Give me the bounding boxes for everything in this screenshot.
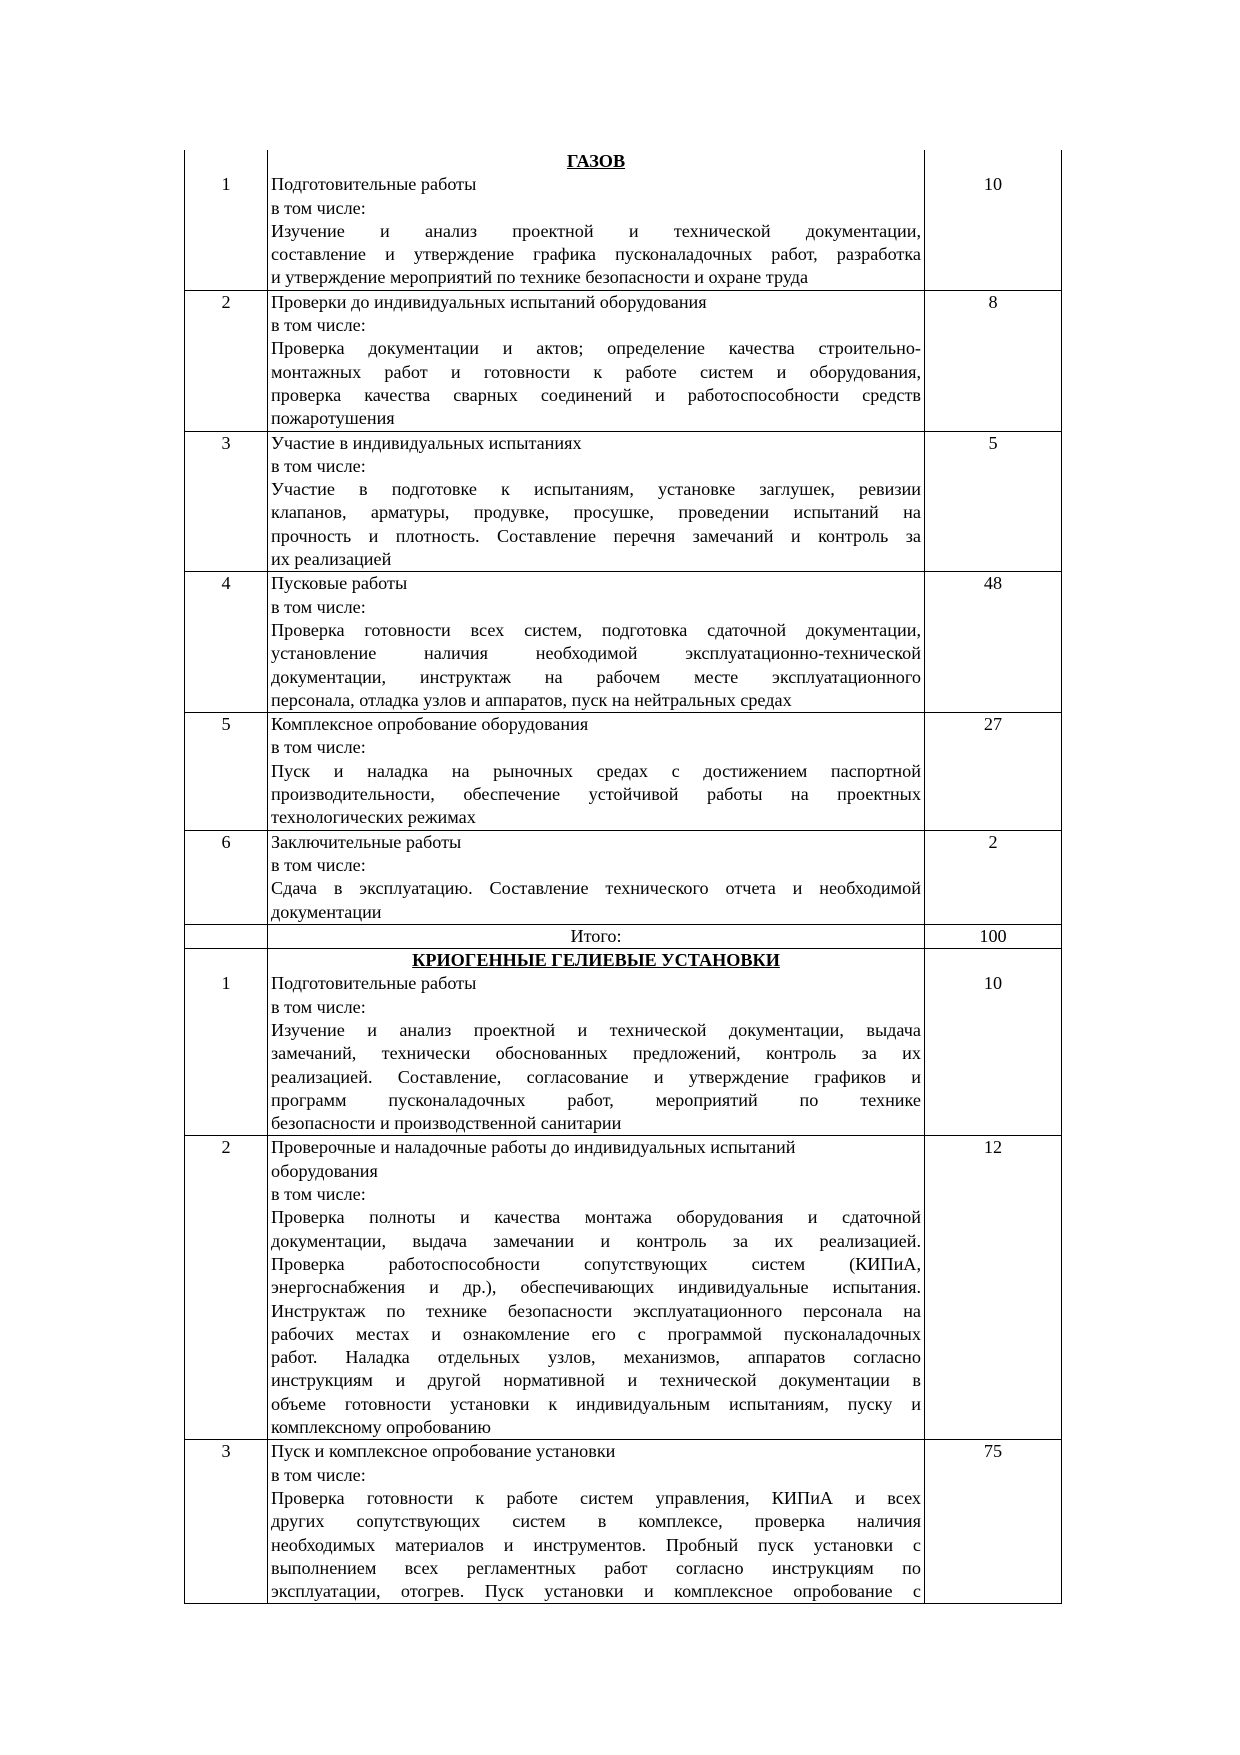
row-subtitle: в том числе: xyxy=(271,1184,366,1205)
table-row xyxy=(185,1136,1062,1440)
table-row xyxy=(185,290,1062,431)
row-detail-line: монтажных работ и готовности к работе систем и оборудования, xyxy=(271,361,921,382)
row-value: 75 xyxy=(925,1440,1062,1604)
row-detail-line: Пуск и наладка на рыночных средах с достижением паспортной xyxy=(271,760,921,781)
row-subtitle: в том числе: xyxy=(271,854,366,875)
row-detail-line: Изучение и анализ проектной и технической документации, выдача xyxy=(271,1019,921,1040)
table-row xyxy=(185,1440,1062,1604)
row-number: 1 xyxy=(185,173,268,290)
row-title: оборудования xyxy=(271,1160,378,1181)
row-detail-line: Инструктаж по технике безопасности эксплуатационного персонала на xyxy=(271,1300,921,1321)
row-detail-line: других сопутствующих систем в комплексе, проверка наличия xyxy=(271,1511,921,1532)
table-row xyxy=(185,431,1062,572)
row-description xyxy=(268,572,925,713)
row-title: Участие в индивидуальных испытаниях xyxy=(271,432,582,453)
row-detail-line: Сдача в эксплуатацию. Составление технического отчета и необходимой xyxy=(271,878,921,899)
row-detail-line: Участие в подготовке к испытаниям, установке заглушек, ревизии xyxy=(271,479,921,500)
row-subtitle: в том числе: xyxy=(271,737,366,758)
total-label: Итого: xyxy=(268,924,925,948)
row-detail-line: прочность и плотность. Составление перечня замечаний и контроль за xyxy=(271,525,921,546)
row-value: 2 xyxy=(925,830,1062,924)
row-value: 10 xyxy=(925,972,1062,1136)
row-subtitle: в том числе: xyxy=(271,996,366,1017)
row-detail-line: их реализацией xyxy=(271,549,392,570)
row-title: Комплексное опробование оборудования xyxy=(271,714,589,735)
row-title: Подготовительные работы xyxy=(271,973,477,994)
row-value: 5 xyxy=(925,431,1062,572)
section-header-num-cell xyxy=(185,949,268,973)
row-detail-line: необходимых материалов и инструментов. Пробный пуск установки с xyxy=(271,1534,921,1555)
row-description xyxy=(268,830,925,924)
row-subtitle: в том числе: xyxy=(271,197,366,218)
row-detail-line: документации xyxy=(271,901,382,922)
row-subtitle: в том числе: xyxy=(271,315,366,336)
row-number: 1 xyxy=(185,972,268,1136)
total-value: 100 xyxy=(925,924,1062,948)
row-detail-line: реализацией. Составление, согласование и утверждение графиков и xyxy=(271,1066,921,1087)
row-detail-line: документации, инструктаж на рабочем месте эксплуатационного xyxy=(271,666,921,687)
works-table xyxy=(184,150,1062,1604)
row-value: 10 xyxy=(925,173,1062,290)
row-description xyxy=(268,173,925,290)
section-header-row xyxy=(185,150,1062,173)
row-detail-line: Проверка документации и актов; определение качества строительно- xyxy=(271,338,921,359)
row-detail-line: безопасности и производственной санитарии xyxy=(271,1113,622,1134)
row-detail-line: Проверка полноты и качества монтажа оборудования и сдаточной xyxy=(271,1207,921,1228)
row-title: Пусковые работы xyxy=(271,573,408,594)
row-detail-line: Проверка работоспособности сопутствующих систем (КИПиА, xyxy=(271,1253,921,1274)
row-detail-line: объеме готовности установки к индивидуальным испытаниям, пуску и xyxy=(271,1393,921,1414)
section-title: КРИОГЕННЫЕ ГЕЛИЕВЫЕ УСТАНОВКИ xyxy=(268,949,925,973)
row-detail-line: Проверка готовности к работе систем управления, КИПиА и всех xyxy=(271,1487,921,1508)
row-description xyxy=(268,972,925,1136)
row-detail-line: замечаний, технически обоснованных предложений, контроль за их xyxy=(271,1043,921,1064)
row-number: 4 xyxy=(185,572,268,713)
row-detail-line: комплексному опробованию xyxy=(271,1417,491,1438)
row-description xyxy=(268,1136,925,1440)
row-detail-line: и утверждение мероприятий по технике безопасности и охране труда xyxy=(271,267,809,288)
row-detail-line: производительности, обеспечение устойчивой работы на проектных xyxy=(271,784,921,805)
row-value: 48 xyxy=(925,572,1062,713)
row-detail-line: программ пусконаладочных работ, мероприятий по технике xyxy=(271,1089,921,1110)
section-header-pct-cell xyxy=(925,150,1062,173)
section-header-row xyxy=(185,949,1062,973)
row-detail-line: работ. Наладка отдельных узлов, механизмов, аппаратов согласно xyxy=(271,1347,921,1368)
row-title: Проверочные и наладочные работы до индивидуальных испытаний xyxy=(271,1137,796,1158)
row-detail-line: проверка качества сварных соединений и работоспособности средств xyxy=(271,384,921,405)
table-row xyxy=(185,972,1062,1136)
row-detail-line: пожаротушения xyxy=(271,408,395,429)
section-header-num-cell xyxy=(185,150,268,173)
row-detail-line: клапанов, арматуры, продувке, просушке, проведении испытаний на xyxy=(271,502,921,523)
row-detail-line: Проверка готовности всех систем, подготовка сдаточной документации, xyxy=(271,619,921,640)
row-detail-line: технологических режимах xyxy=(271,807,476,828)
section-title: ГАЗОВ xyxy=(268,150,925,173)
row-detail-line: Изучение и анализ проектной и технической документации, xyxy=(271,220,921,241)
row-value: 8 xyxy=(925,290,1062,431)
row-detail-line: документации, выдача замечании и контроль за их реализацией. xyxy=(271,1230,921,1251)
row-detail-line: энергоснабжения и др.), обеспечивающих индивидуальные испытания. xyxy=(271,1277,921,1298)
table-row xyxy=(185,830,1062,924)
row-title: Подготовительные работы xyxy=(271,174,477,195)
row-description xyxy=(268,1440,925,1604)
table-row xyxy=(185,572,1062,713)
section-header-pct-cell xyxy=(925,949,1062,973)
row-detail-line: составление и утверждение графика пусконаладочных работ, разработка xyxy=(271,244,921,265)
row-number: 3 xyxy=(185,1440,268,1604)
row-subtitle: в том числе: xyxy=(271,455,366,476)
row-value: 27 xyxy=(925,713,1062,830)
row-detail-line: персонала, отладка узлов и аппаратов, пуск на нейтральных средах xyxy=(271,689,792,710)
row-detail-line: выполнением всех регламентных работ согласно инструкциям по xyxy=(271,1557,921,1578)
row-number: 2 xyxy=(185,290,268,431)
row-number: 5 xyxy=(185,713,268,830)
row-subtitle: в том числе: xyxy=(271,1464,366,1485)
row-number: 3 xyxy=(185,431,268,572)
row-detail-line: инструкциям и другой нормативной и технической документации в xyxy=(271,1370,921,1391)
row-subtitle: в том числе: xyxy=(271,596,366,617)
row-description xyxy=(268,290,925,431)
total-row xyxy=(185,924,1062,948)
row-number: 6 xyxy=(185,830,268,924)
row-description xyxy=(268,431,925,572)
row-detail-line: эксплуатации, отогрев. Пуск установки и комплексное опробование с xyxy=(271,1581,921,1602)
table-row xyxy=(185,713,1062,830)
row-detail-line: рабочих местах и ознакомление его с программой пусконаладочных xyxy=(271,1323,921,1344)
row-description xyxy=(268,713,925,830)
table-row xyxy=(185,173,1062,290)
row-title: Пуск и комплексное опробование установки xyxy=(271,1441,616,1462)
row-title: Проверки до индивидуальных испытаний оборудования xyxy=(271,291,707,312)
total-num-cell xyxy=(185,924,268,948)
row-value: 12 xyxy=(925,1136,1062,1440)
row-detail-line: установление наличия необходимой эксплуатационно-технической xyxy=(271,643,921,664)
row-number: 2 xyxy=(185,1136,268,1440)
row-title: Заключительные работы xyxy=(271,831,462,852)
